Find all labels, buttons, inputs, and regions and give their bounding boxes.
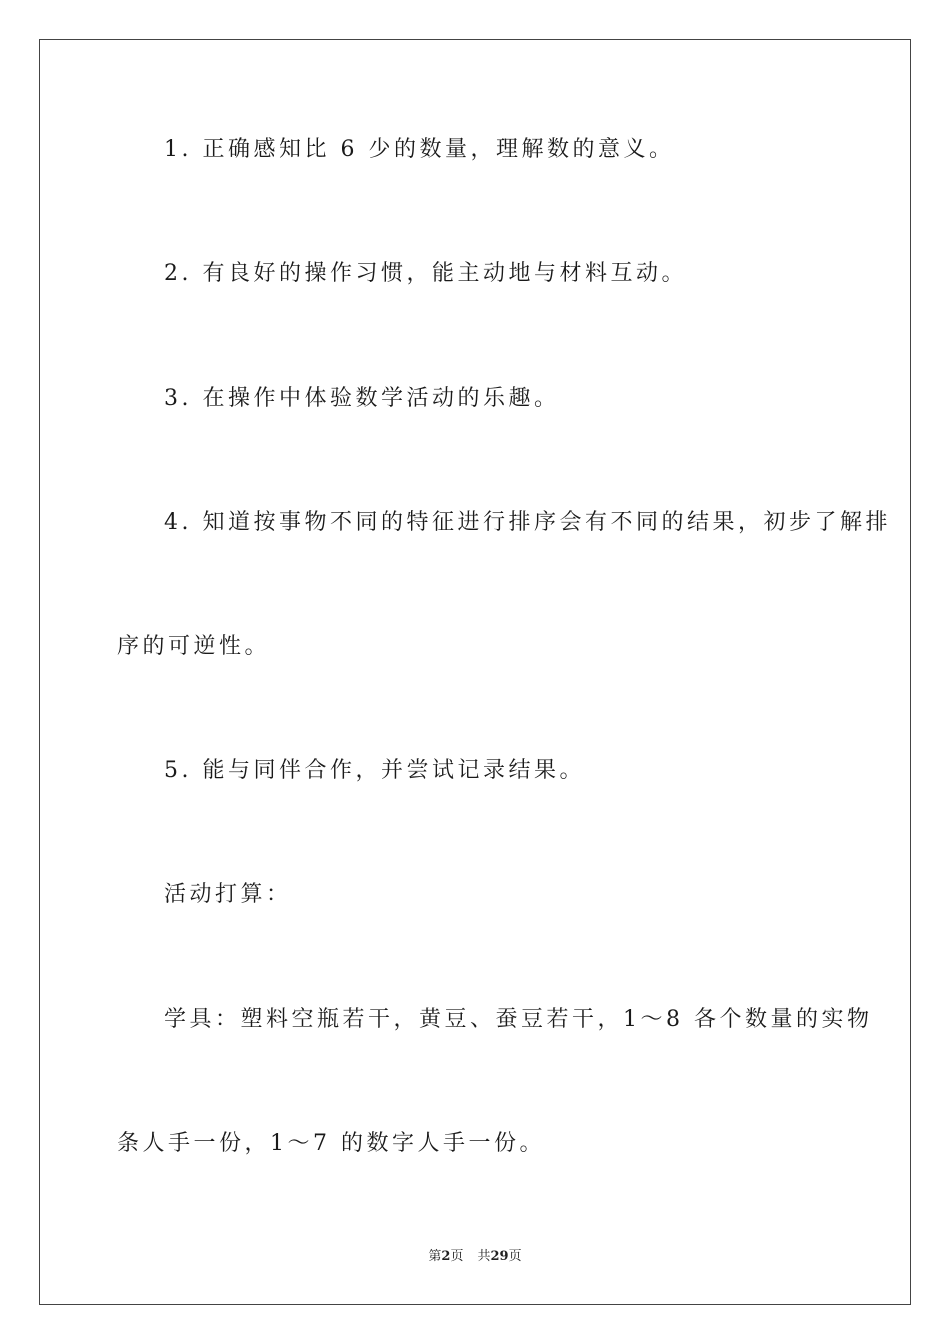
footer-page-suffix: 页: [450, 1249, 464, 1264]
objective-2: 2. 有良好的操作习惯，能主动地与材料互动。: [164, 261, 687, 286]
objective-3: 3. 在操作中体验数学活动的乐趣。: [164, 386, 560, 411]
page-border: [39, 39, 911, 1305]
footer-total-suffix: 页: [508, 1249, 522, 1264]
section-heading: 活动打算：: [164, 882, 292, 907]
materials-line: 学具：塑料空瓶若干，黄豆、蚕豆若干，1～8 各个数量的实物: [164, 1007, 873, 1032]
materials-line-continued: 条人手一份，1～7 的数字人手一份。: [117, 1131, 545, 1156]
objective-1: 1. 正确感知比 6 少的数量，理解数的意义。: [164, 137, 675, 162]
footer-page-prefix: 第: [428, 1249, 442, 1264]
objective-4-continued: 序的可逆性。: [117, 634, 271, 659]
objective-5: 5. 能与同伴合作，并尝试记录结果。: [164, 758, 585, 783]
footer-total-prefix: 共: [477, 1249, 491, 1264]
objective-4: 4. 知道按事物不同的特征进行排序会有不同的结果，初步了解排: [164, 510, 891, 535]
page-footer: [0, 1248, 950, 1266]
footer-total-pages: 29: [490, 1249, 509, 1264]
footer-page-number: 2: [441, 1249, 451, 1264]
